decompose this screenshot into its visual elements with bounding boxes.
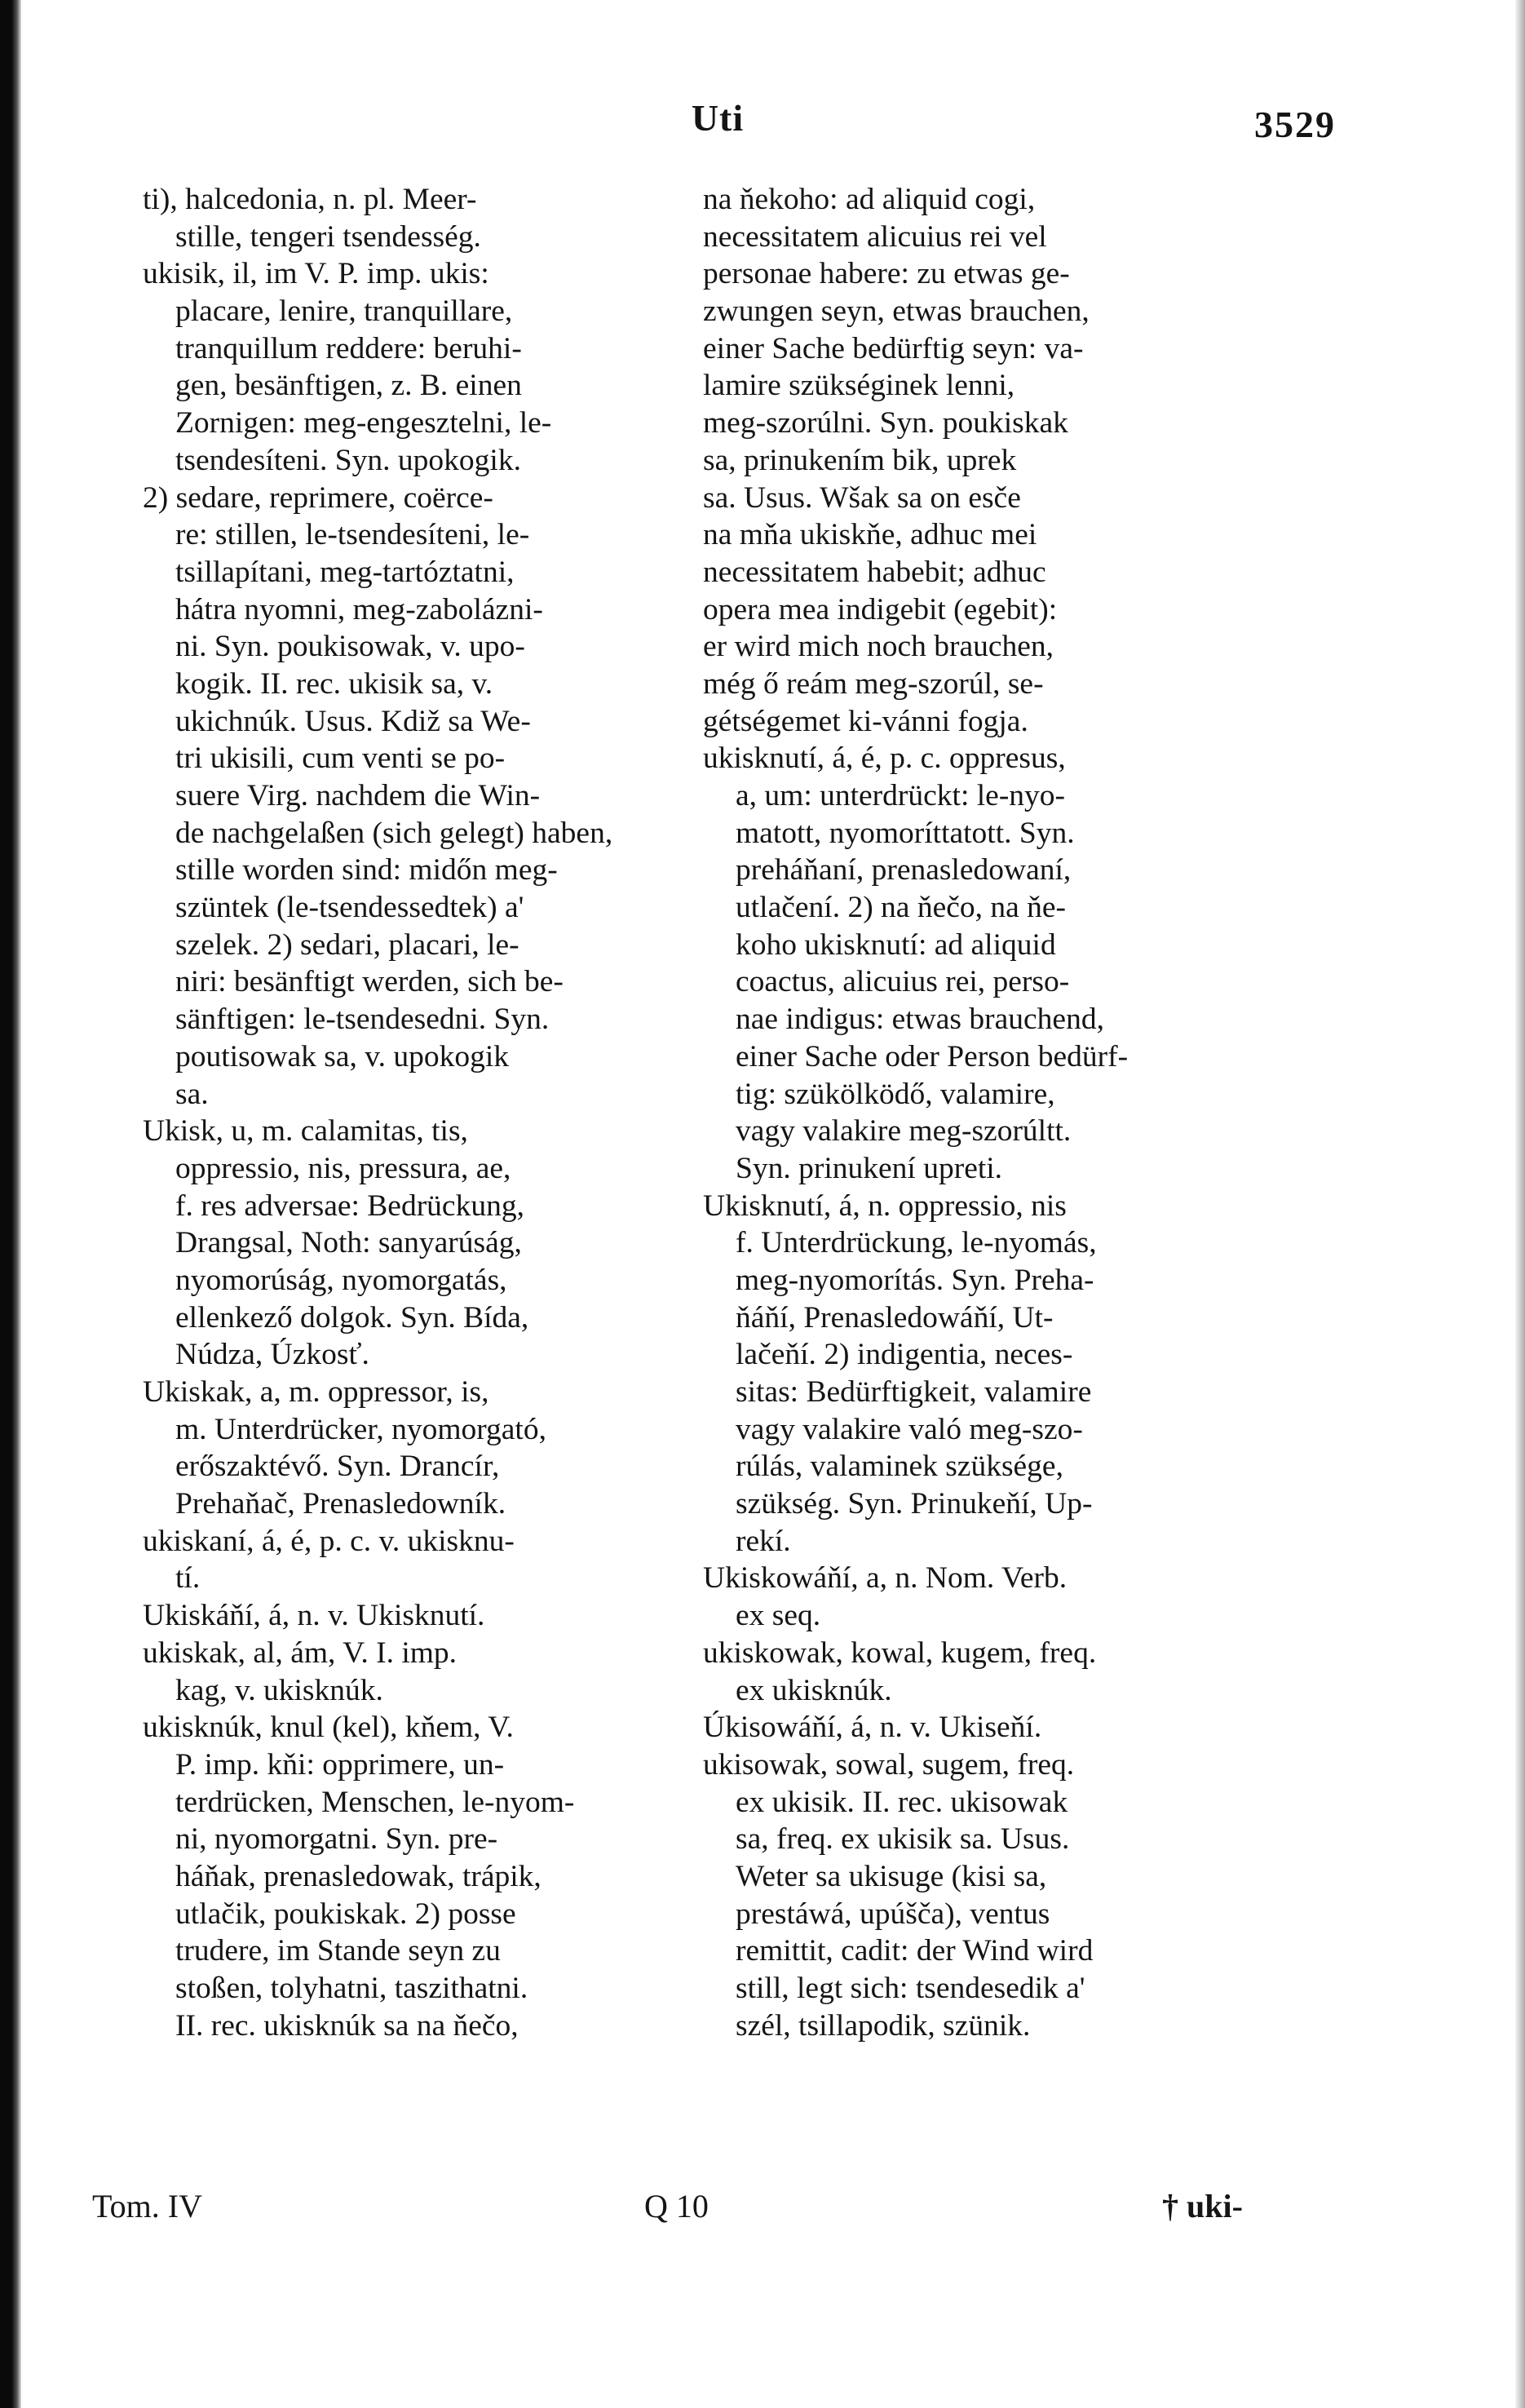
text-line: er wird mich noch brauchen, xyxy=(703,630,1054,664)
text-line: oppressio, nis, pressura, ae, xyxy=(175,1151,511,1185)
text-line: remittit, cadit: der Wind wird xyxy=(736,1934,1094,1968)
page-number: 3529 xyxy=(1254,104,1336,145)
text-line: 2) sedare, reprimere, coërce- xyxy=(143,480,493,515)
text-line: tí. xyxy=(175,1561,201,1596)
text-line: hátra nyomni, meg-zabolázni- xyxy=(175,592,543,626)
text-line: utlačik, poukiskak. 2) posse xyxy=(175,1897,516,1931)
text-line: ukisik, il, im V. P. imp. ukis: xyxy=(143,257,489,291)
text-line: Weter sa ukisuge (kisi sa, xyxy=(736,1859,1047,1893)
text-line: necessitatem habebit; adhuc xyxy=(703,555,1046,589)
text-line: stille, tengeri tsendesség. xyxy=(175,219,481,254)
text-line: szél, tsillapodik, szünik. xyxy=(736,2008,1031,2043)
text-line: einer Sache oder Person bedürf- xyxy=(736,1039,1129,1073)
text-line: Ukiskáňí, á, n. v. Ukisknutí. xyxy=(143,1599,485,1633)
text-line: coactus, alicuius rei, perso- xyxy=(736,965,1070,999)
text-line: lačeňí. 2) indigentia, neces- xyxy=(736,1338,1073,1372)
text-line: ex ukisknúk. xyxy=(736,1673,892,1707)
text-line: Núdza, Úzkosť. xyxy=(175,1338,369,1372)
text-line: még ő reám meg-szorúl, se- xyxy=(703,666,1044,701)
text-line: prestáwá, upúšča), ventus xyxy=(736,1897,1050,1931)
text-line: gen, besänftigen, z. B. einen xyxy=(175,369,522,403)
text-line: P. imp. kňi: opprimere, un- xyxy=(175,1747,505,1782)
text-line: ukisknutí, á, é, p. c. oppresus, xyxy=(703,741,1066,776)
text-line: ukisknúk, knul (kel), kňem, V. xyxy=(143,1711,514,1745)
text-line: erőszaktévő. Syn. Drancír, xyxy=(175,1450,500,1484)
text-line: Ukisknutí, á, n. oppressio, nis xyxy=(703,1189,1067,1223)
text-line: f. Unterdrückung, le-nyomás, xyxy=(736,1226,1097,1260)
text-line: poutisowak sa, v. upokogik xyxy=(175,1039,510,1073)
text-line: meg-nyomorítás. Syn. Preha- xyxy=(736,1263,1094,1297)
text-line: ex seq. xyxy=(736,1599,821,1633)
text-line: ukiskowak, kowal, kugem, freq. xyxy=(703,1636,1097,1670)
text-line: Prehaňač, Prenasledowník. xyxy=(175,1487,506,1521)
text-line: still, legt sich: tsendesedik a' xyxy=(736,1972,1085,2005)
text-line: suere Virg. nachdem die Win- xyxy=(175,779,541,812)
text-line: ni. Syn. poukisowak, v. upo- xyxy=(175,630,525,664)
text-line: rúlás, valaminek szüksége, xyxy=(736,1450,1063,1484)
text-line: personae habere: zu etwas ge- xyxy=(703,257,1070,291)
text-line: na ňekoho: ad aliquid cogi, xyxy=(703,183,1036,216)
text-line: Ukisk, u, m. calamitas, tis, xyxy=(143,1114,468,1149)
text-line: zwungen seyn, etwas brauchen, xyxy=(703,294,1090,329)
text-line: de nachgelaßen (sich gelegt) haben, xyxy=(175,816,613,850)
text-line: sänftigen: le-tsendesedni. Syn. xyxy=(175,1003,550,1037)
text-line: trudere, im Stande seyn zu xyxy=(175,1934,501,1968)
text-line: ti), halcedonia, n. pl. Meer- xyxy=(143,183,477,216)
text-line: tig: szükölködő, valamire, xyxy=(736,1077,1055,1111)
text-line: ellenkező dolgok. Syn. Bída, xyxy=(175,1300,529,1335)
text-line: f. res adversae: Bedrückung, xyxy=(175,1189,524,1223)
text-line: rekí. xyxy=(736,1524,791,1558)
text-line: ňáňí, Prenasledowáňí, Ut- xyxy=(736,1300,1054,1335)
text-line: nyomorúság, nyomorgatás, xyxy=(175,1263,507,1297)
text-line: tri ukisili, cum venti se po- xyxy=(175,741,506,776)
text-line: sa, freq. ex ukisik sa. Usus. xyxy=(736,1822,1070,1857)
text-line: ukisowak, sowal, sugem, freq. xyxy=(703,1747,1075,1782)
text-line: matott, nyomoríttatott. Syn. xyxy=(736,816,1075,850)
text-line: re: stillen, le-tsendesíteni, le- xyxy=(175,518,530,552)
text-line: a, um: unterdrückt: le-nyo- xyxy=(736,779,1066,812)
text-line: meg-szorúlni. Syn. poukiskak xyxy=(703,406,1068,440)
text-line: sitas: Bedürftigkeit, valamire xyxy=(736,1375,1092,1409)
text-line: háňak, prenasledowak, trápik, xyxy=(175,1859,541,1893)
text-line: sa. xyxy=(175,1077,209,1111)
text-line: lamire szükséginek lenni, xyxy=(703,369,1015,403)
text-line: ukiskaní, á, é, p. c. v. ukisknu- xyxy=(143,1524,515,1558)
text-line: Ukiskak, a, m. oppressor, is, xyxy=(143,1375,489,1409)
text-line: koho ukisknutí: ad aliquid xyxy=(736,927,1056,962)
text-line: ukichnúk. Usus. Kdiž sa We- xyxy=(175,704,531,738)
text-line: szüntek (le-tsendessedtek) a' xyxy=(175,891,524,925)
text-line: stoßen, tolyhatni, taszithatni. xyxy=(175,1972,528,2005)
footer-catchword: † uki- xyxy=(1162,2188,1243,2224)
text-line: szükség. Syn. Prinukeňí, Up- xyxy=(736,1487,1093,1521)
text-line: Úkisowáňí, á, n. v. Ukiseňí. xyxy=(703,1711,1042,1745)
footer-volume: Tom. IV xyxy=(92,2188,202,2224)
text-line: gétségemet ki-vánni fogja. xyxy=(703,704,1028,738)
text-line: Syn. prinukení upreti. xyxy=(736,1151,1003,1185)
text-line: necessitatem alicuius rei vel xyxy=(703,219,1047,254)
left-column xyxy=(143,181,779,2044)
text-line: opera mea indigebit (egebit): xyxy=(703,592,1058,626)
text-line: sa. Usus. Wšak sa on esče xyxy=(703,480,1021,515)
text-line: Drangsal, Noth: sanyarúság, xyxy=(175,1226,522,1260)
text-line: nae indigus: etwas brauchend, xyxy=(736,1003,1104,1037)
text-line: vagy valakire való meg-szo- xyxy=(736,1412,1083,1446)
text-line: ni, nyomorgatni. Syn. pre- xyxy=(175,1822,498,1857)
text-line: ex ukisik. II. rec. ukisowak xyxy=(736,1785,1068,1819)
text-line: kogik. II. rec. ukisik sa, v. xyxy=(175,666,493,701)
text-line: tsillapítani, meg-tartóztatni, xyxy=(175,555,515,589)
text-line: tsendesíteni. Syn. upokogik. xyxy=(175,443,521,477)
running-head: Uti xyxy=(691,97,745,139)
text-line: Zornigen: meg-engesztelni, le- xyxy=(175,406,552,440)
text-line: einer Sache bedürftig seyn: va- xyxy=(703,331,1084,365)
text-line: terdrücken, Menschen, le-nyom- xyxy=(175,1785,575,1819)
text-line: stille worden sind: midőn meg- xyxy=(175,853,558,888)
text-line: sa, prinukením bik, uprek xyxy=(703,443,1017,477)
text-line: niri: besänftigt werden, sich be- xyxy=(175,965,564,999)
text-line: II. rec. ukisknúk sa na ňečo, xyxy=(175,2008,519,2043)
text-line: tranquillum reddere: beruhi- xyxy=(175,331,522,365)
text-line: Ukiskowáňí, a, n. Nom. Verb. xyxy=(703,1561,1068,1596)
text-line: placare, lenire, tranquillare, xyxy=(175,294,513,329)
text-line: preháňaní, prenasledowaní, xyxy=(736,853,1072,888)
right-column xyxy=(703,181,1355,2044)
text-line: utlačení. 2) na ňečo, na ňe- xyxy=(736,891,1067,925)
text-line: ukiskak, al, ám, V. I. imp. xyxy=(143,1636,458,1670)
text-line: vagy valakire meg-szorúltt. xyxy=(736,1114,1072,1149)
text-line: m. Unterdrücker, nyomorgató, xyxy=(175,1412,546,1446)
text-line: szelek. 2) sedari, placari, le- xyxy=(175,927,519,962)
footer-signature: Q 10 xyxy=(644,2188,709,2224)
text-line: na mňa ukiskňe, adhuc mei xyxy=(703,518,1037,552)
text-line: kag, v. ukisknúk. xyxy=(175,1673,383,1707)
